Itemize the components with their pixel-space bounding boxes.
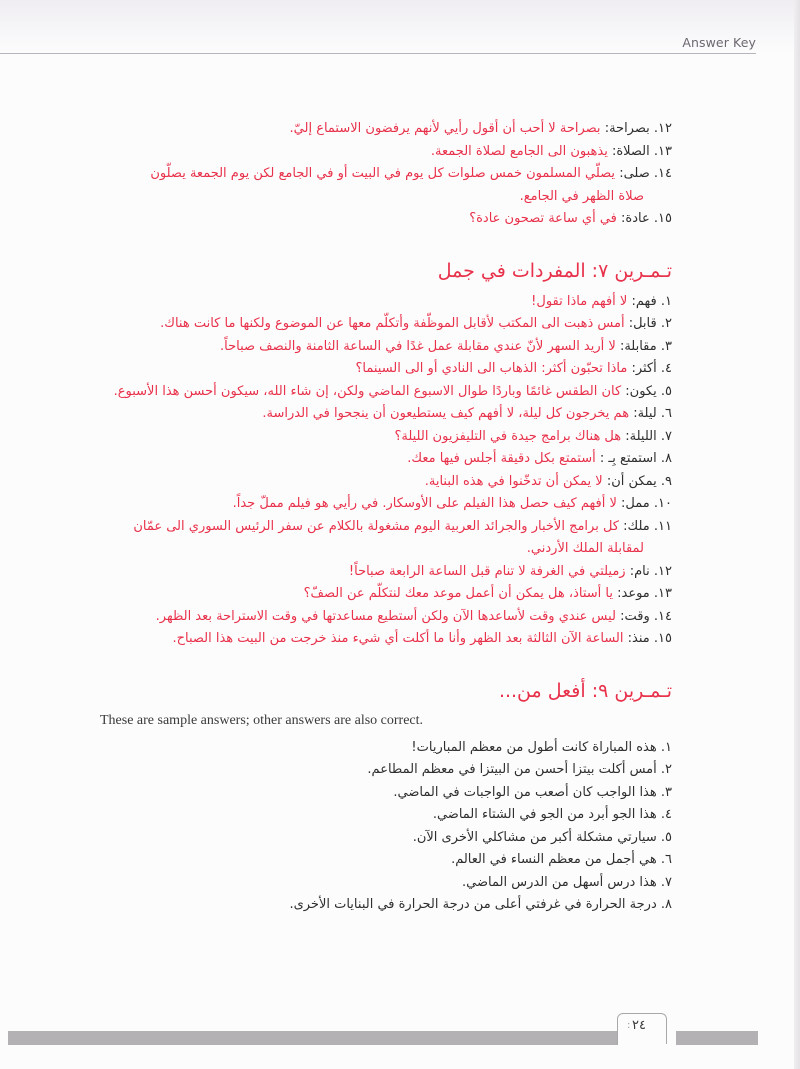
exercise-9-note: These are sample answers; other answers are also correct.: [100, 712, 424, 728]
item-answer: الساعة الآن الثالثة بعد الظهر وأنا ما أكلت أي شيء منذ خرجت من البيت هذا الصباح.: [172, 631, 624, 646]
item-number: ١٣.: [653, 586, 672, 601]
item-answer: سيارتي مشكلة أكبر من مشاكلي الأخرى الآن.: [412, 829, 657, 845]
list-item: [100, 583, 672, 606]
list-item: [100, 561, 672, 584]
item-number: ٨.: [660, 451, 672, 466]
list-item: [100, 872, 672, 895]
item-answer: كل برامج الأخبار والجرائد العربية اليوم مشغولة بالكلام عن سفر الرئيس السوري الى عمّان: [133, 518, 619, 534]
item-number: ٤.: [660, 361, 672, 376]
item-answer: لا أريد السهر لأنّ عندي مقابلة عمل غدًا في الساعة الثامنة والنصف صباحاً.: [219, 338, 616, 354]
section-continued-list: [100, 118, 672, 231]
item-number: ٨.: [660, 897, 672, 912]
item-word: ليلة:: [633, 406, 657, 421]
item-word: موعد:: [617, 586, 650, 601]
item-number: ١٤.: [653, 608, 672, 624]
item-answer: درجة الحرارة في غرفتي أعلى من درجة الحرارة في البنايات الأخرى.: [289, 897, 657, 912]
item-word: يكون:: [625, 383, 657, 399]
item-answer: لا يمكن أن تدخّنوا في هذه البناية.: [424, 473, 603, 489]
item-word: قابل:: [628, 316, 657, 331]
page-edge: [794, 0, 800, 1069]
item-answer: هي أجمل من معظم النساء في العالم.: [451, 852, 657, 867]
item-answer: زميلتي في الغرفة لا تنام قبل الساعة الرابعة صباحاً!: [348, 563, 626, 579]
exercise-7-list: [100, 291, 672, 651]
item-word: الصلاة:: [611, 143, 650, 159]
item-number: ٢.: [660, 762, 672, 777]
exercise-7-title: تـمـرين ٧: المفردات في جمل: [437, 259, 672, 282]
item-number: ١.: [660, 739, 672, 755]
item-number: ١٣.: [653, 143, 672, 159]
item-answer-continuation: صلاة الظهر في الجامع.: [519, 188, 644, 204]
item-number: ١١.: [653, 518, 672, 534]
item-answer: أستمتع بكل دقيقة أجلس فيها معك.: [407, 451, 596, 466]
item-number: ١٥.: [653, 211, 672, 226]
list-item: [100, 759, 672, 782]
item-answer: ماذا تحبّون أكثر: الذهاب الى النادي أو الى السينما؟: [355, 361, 628, 376]
list-item: [100, 516, 672, 561]
list-item: [100, 141, 672, 164]
item-word: الليلة:: [625, 428, 657, 444]
list-item: [100, 849, 672, 872]
item-word: صلى:: [619, 166, 650, 181]
exercise-9-list: [100, 737, 672, 917]
item-word: منذ:: [627, 631, 650, 646]
item-number: ٢.: [660, 316, 672, 331]
item-answer: بصراحة لا أحب أن أقول رأيي لأنهم يرفضون الاستماع إليّ.: [289, 121, 601, 136]
item-answer: هم يخرجون كل ليلة، لا أفهم كيف يستطيعون أن ينجحوا في الدراسة.: [262, 406, 630, 421]
list-item: [100, 827, 672, 850]
item-answer: كان الطقس غائمًا وباردًا طوال الاسبوع الماضي ولكن، إن شاء الله، سيكون أحسن هذا الأسبوع.: [113, 383, 622, 399]
item-answer: هذا درس أسهل من الدرس الماضي.: [462, 874, 657, 890]
item-answer: يذهبون الى الجامع لصلاة الجمعة.: [430, 143, 608, 159]
item-number: ١٢.: [653, 121, 672, 136]
item-number: ١٢.: [653, 563, 672, 579]
list-item: [100, 737, 672, 760]
page-content: [100, 118, 672, 917]
item-number: ٣.: [660, 338, 672, 354]
item-word: بصراحة:: [604, 121, 650, 136]
item-answer: أمس أكلت بيتزا أحسن من البيتزا في معظم المطاعم.: [367, 762, 657, 777]
list-item: [100, 313, 672, 336]
page-header: [0, 0, 800, 54]
item-answer: هل هناك برامج جيدة في التليفزيون الليلة؟: [394, 428, 622, 444]
item-answer: لا أفهم ماذا تقول!: [531, 293, 628, 309]
item-answer: لا أفهم كيف حصل هذا الفيلم على الأوسكار. في رأيي هو فيلم مملّ جداً.: [232, 496, 617, 511]
list-item: [100, 118, 672, 141]
item-number: ٩.: [660, 473, 672, 489]
item-number: ١.: [660, 293, 672, 309]
item-number: ١٤.: [653, 166, 672, 181]
item-number: ١٥.: [653, 631, 672, 646]
item-answer: يا أستاذ، هل يمكن أن أعمل موعد معك لنتكلّم عن الصفّ؟: [303, 586, 613, 601]
list-item: [100, 291, 672, 314]
exercise-9-title: تـمـرين ٩: أفعل من...: [498, 679, 672, 702]
item-word: أكثر:: [631, 361, 657, 376]
list-item: [100, 782, 672, 805]
page-marker: :: [627, 1020, 631, 1031]
list-item: [100, 448, 672, 471]
item-number: ٣.: [660, 784, 672, 800]
header-divider: [0, 53, 756, 54]
list-item: [100, 628, 672, 651]
list-item: [100, 163, 672, 208]
footer-bar-left: [8, 1031, 618, 1045]
item-word: عادة:: [621, 211, 650, 226]
item-answer: ليس عندي وقت لأساعدها الآن ولكن أستطيع مساعدتها في وقت الاستراحة بعد الظهر.: [155, 608, 616, 624]
item-word: يمكن أن:: [606, 473, 657, 489]
item-number: ٦.: [660, 406, 672, 421]
list-item: [100, 358, 672, 381]
item-answer: هذا الجو أبرد من الجو في الشتاء الماضي.: [432, 807, 657, 822]
list-item: [100, 426, 672, 449]
item-answer: في أي ساعة تصحون عادة؟: [469, 211, 617, 226]
list-item: [100, 606, 672, 629]
item-word: وقت:: [620, 608, 650, 624]
list-item: [100, 381, 672, 404]
item-word: مقابلة:: [619, 338, 657, 354]
item-number: ٤.: [660, 807, 672, 822]
item-number: ١٠.: [653, 496, 672, 511]
item-word: ممل:: [621, 496, 650, 511]
item-number: ٥.: [660, 829, 672, 845]
list-item: [100, 336, 672, 359]
list-item: [100, 208, 672, 231]
item-word: نام:: [629, 563, 650, 579]
item-number: ٦.: [660, 852, 672, 867]
list-item: [100, 403, 672, 426]
item-answer-continuation: لمقابلة الملك الأردني.: [526, 541, 644, 556]
footer-bar-right: [676, 1031, 758, 1045]
item-word: استمتع بِـ :: [599, 451, 657, 466]
header-title: Answer Key: [682, 35, 756, 50]
item-answer: أمس ذهبت الى المكتب لأقابل الموظّفة وأتكلّم معها عن الموضوع ولكنها ما كانت هناك.: [160, 316, 625, 331]
item-number: ٥.: [660, 383, 672, 399]
list-item: [100, 894, 672, 917]
item-answer: يصلّي المسلمون خمس صلوات كل يوم في البيت أو في الجامع لكن يوم الجمعة يصلّون: [150, 166, 616, 181]
page-number: ٢٤: [632, 1018, 646, 1033]
item-number: ٧.: [660, 874, 672, 890]
item-word: فهم:: [631, 293, 657, 309]
list-item: [100, 471, 672, 494]
list-item: [100, 493, 672, 516]
item-number: ٧.: [660, 428, 672, 444]
item-answer: هذا الواجب كان أصعب من الواجبات في الماضي.: [393, 784, 657, 800]
item-word: ملك:: [623, 518, 650, 534]
item-answer: هذه المباراة كانت أطول من معظم المباريات!: [411, 739, 657, 755]
list-item: [100, 804, 672, 827]
